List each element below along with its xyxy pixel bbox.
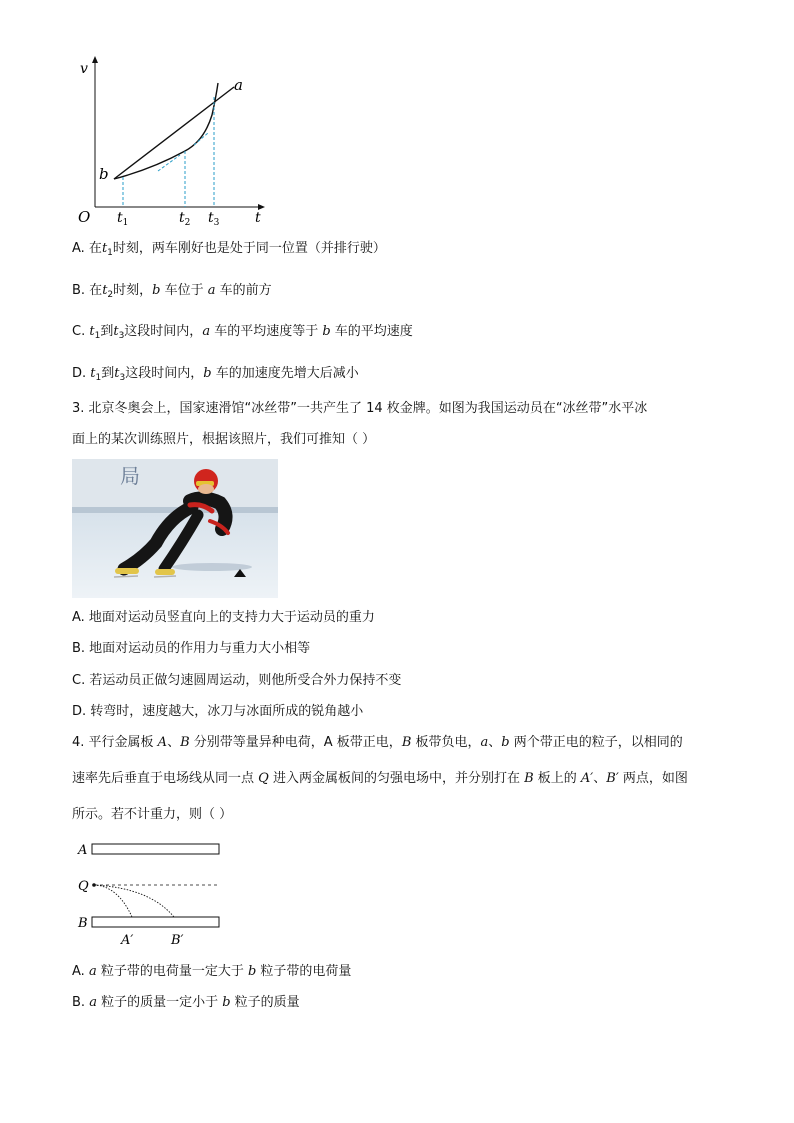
q3-option-b: B. 地面对运动员的作用力与重力大小相等: [72, 641, 311, 656]
plate-a-label: A: [78, 843, 88, 858]
svg-text:t1: [117, 210, 128, 228]
hit-point-a-label: A′: [121, 933, 134, 948]
q4-stem-line-2: 速率先后垂直于电场线从同一点 Q 进入两金属板间的匀强电场中，并分别打在 B 板上的 A′、B′ 两点，如图: [72, 771, 688, 786]
q2-option-a: A. 在$t_1$时刻，两车刚好也是处于同一位置（并排行驶）: [72, 241, 386, 258]
q3-stem-line-2: 面上的某次训练照片，根据该照片，我们可推知（ ）: [72, 432, 376, 447]
q3-stem-line-1: 3. 北京冬奥会上，国家速滑馆“冰丝带”一共产生了 14 枚金牌。如图为我国运动员在“冰丝带”水平冰: [72, 401, 648, 416]
plate-b: [92, 917, 219, 927]
q3-option-c: C. 若运动员正做匀速圆周运动，则他所受合外力保持不变: [72, 673, 402, 688]
t-axis-label: t: [255, 210, 261, 226]
q4-stem-line-1: 4. 平行金属板 A、B 分别带等量异种电荷，A 板带正电，B 板带负电，a、b 两个带正电的粒子，以相同的: [72, 735, 683, 750]
curve-a-label: a: [234, 76, 243, 94]
plate-b-label: B: [78, 916, 88, 931]
q2-option-d: D. $t_1$到$t_3$这段时间内，b 车的加速度先增大后减小: [72, 366, 359, 383]
q2-option-b: B. 在$t_2$时刻，b 车位于 a 车的前方: [72, 283, 272, 300]
entry-point-label: Q: [78, 879, 89, 894]
curve-a-line: [114, 87, 234, 179]
sign-text: 局: [120, 464, 140, 488]
tangent-2: [194, 133, 208, 145]
q4-option-a: A. a 粒子带的电荷量一定大于 b 粒子带的电荷量: [72, 964, 352, 979]
q3-option-d: D. 转弯时，速度越大，冰刀与冰面所成的锐角越小: [72, 704, 364, 719]
t3-subscript: 3: [213, 218, 220, 228]
q4-stem-line-3: 所示。若不计重力，则（ ）: [72, 807, 233, 822]
curve-b-label: b: [99, 165, 109, 183]
hit-point-b-label: B′: [171, 933, 184, 948]
skater-photo: [72, 459, 278, 598]
t1-label: t: [117, 210, 123, 226]
t2-label: t: [179, 210, 185, 226]
svg-text:t2: [179, 210, 190, 228]
q2-option-c: C. $t_1$到$t_3$这段时间内，a 车的平均速度等于 b 车的平均速度: [72, 324, 413, 341]
plate-a: [92, 844, 219, 854]
q3-option-a: A. 地面对运动员竖直向上的支持力大于运动员的重力: [72, 610, 375, 625]
t2-subscript: 2: [184, 218, 191, 228]
t1-subscript: 1: [122, 218, 129, 228]
trajectory-a: [94, 885, 132, 917]
q4-option-b: B. a 粒子的质量一定小于 b 粒子的质量: [72, 995, 300, 1010]
trajectory-b: [94, 885, 174, 917]
parallel-plates-figure: [72, 838, 232, 950]
svg-text:t3: [208, 210, 220, 228]
t3-label: t: [208, 210, 214, 226]
origin-label: O: [78, 208, 91, 226]
v-axis-label: v: [80, 61, 88, 77]
vt-graph: [72, 55, 272, 230]
